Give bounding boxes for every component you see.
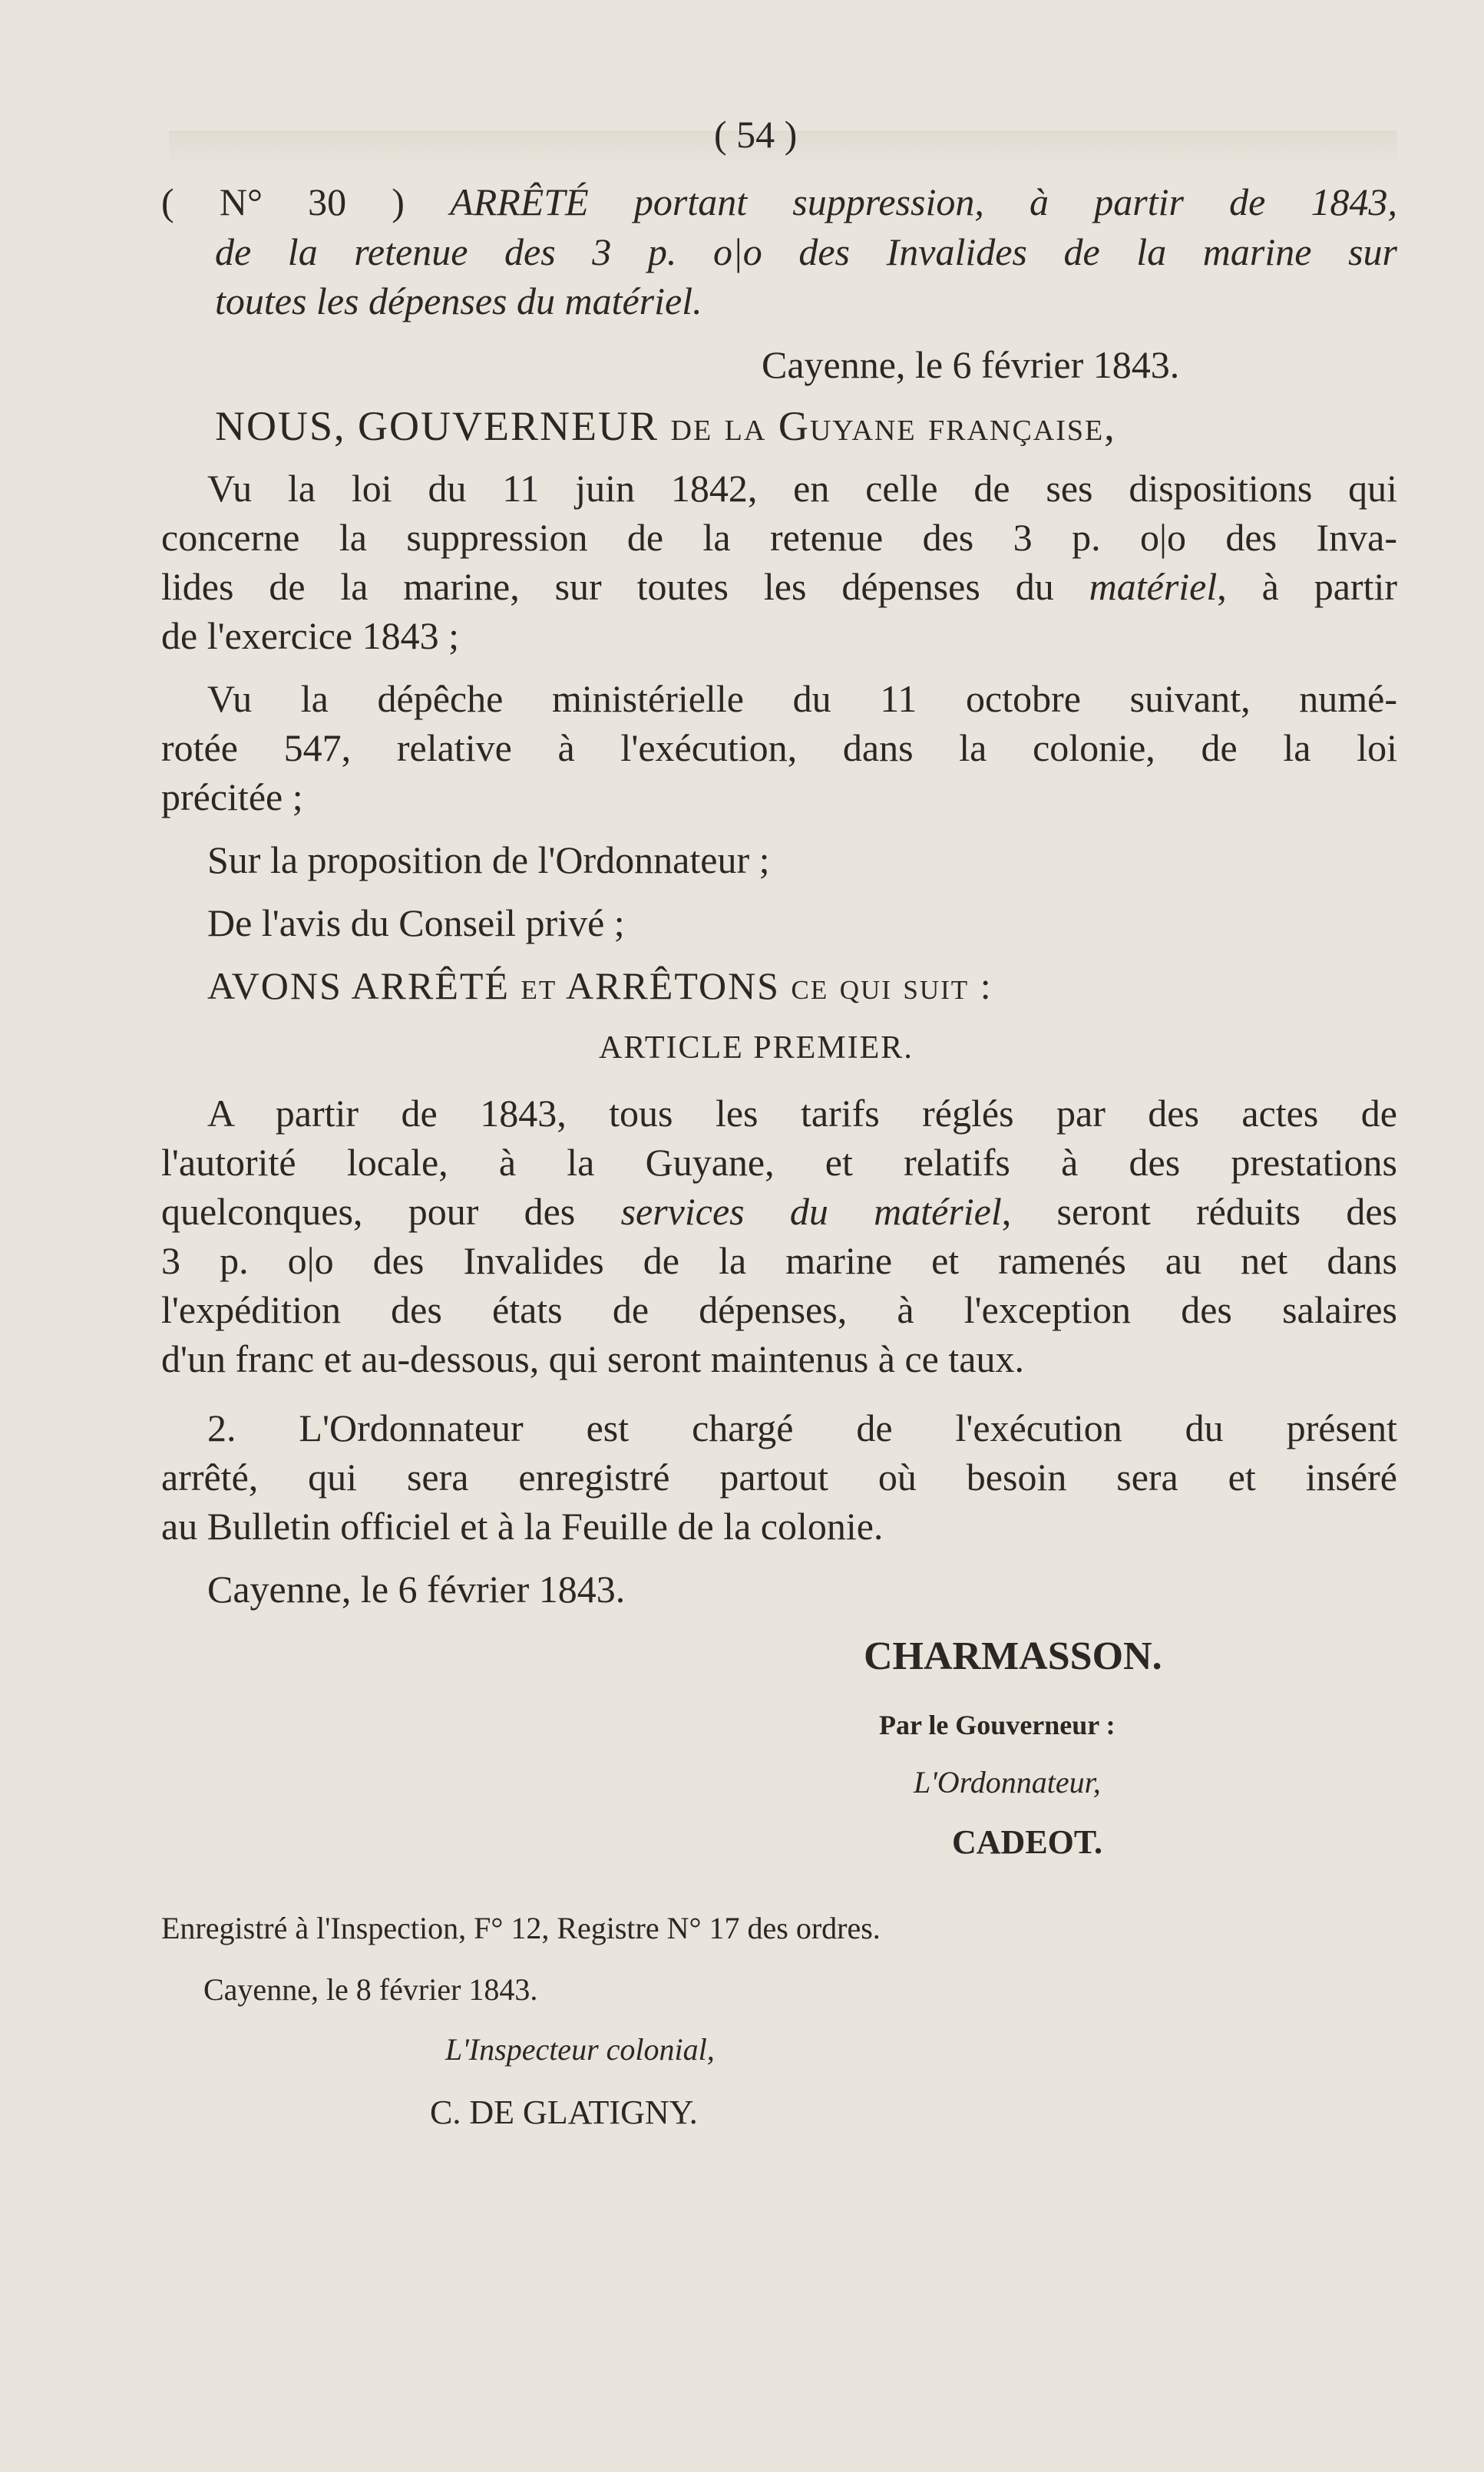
- article1-line-1: A partir de 1843, tous les tarifs réglés par des actes de: [207, 1092, 1397, 1135]
- title-line-3: toutes les dépenses du matériel.: [215, 279, 702, 322]
- signature-ordonnateur: CADEOT.: [952, 1823, 1102, 1861]
- article1-line-4: 3 p. o|o des Invalides de la marine et ramenés au net dans: [161, 1239, 1397, 1282]
- article2-line-3: au Bulletin officiel et à la Feuille de la colonie.: [161, 1505, 884, 1548]
- nous-gouverneur: NOUS, GOUVERNEUR de la Guyane française,: [215, 403, 1116, 449]
- article1-line-5: l'expédition des états de dépenses, à l'exception des salaires: [161, 1288, 1397, 1331]
- decree-number: ( N° 30 ): [161, 180, 405, 223]
- title-line-2: de la retenue des 3 p. o|o des Invalides de la marine sur: [215, 230, 1397, 273]
- materiel-italic: matériel: [1089, 565, 1218, 608]
- article1-line-2: l'autorité locale, à la Guyane, et relatifs à des prestations: [161, 1141, 1397, 1184]
- article2-line-1: 2. L'Ordonnateur est chargé de l'exécution du présent: [207, 1406, 1397, 1449]
- title-line-1: [161, 179, 1397, 225]
- vu-loi-line-1: Vu la loi du 11 juin 1842, en celle de ses dispositions qui: [207, 467, 1397, 510]
- vu-loi-line-3: lides de la marine, sur toutes les dépenses du matériel, à partir: [161, 565, 1398, 608]
- inspector-title: L'Inspecteur colonial,: [445, 2032, 715, 2067]
- article2-line-2: arrêté, qui sera enregistré partout où besoin sera et inséré: [161, 1456, 1397, 1499]
- dateline: Cayenne, le 6 février 1843.: [762, 343, 1180, 386]
- signature-inspector: C. DE GLATIGNY.: [430, 2094, 698, 2131]
- vu-depeche-line-2: rotée 547, relative à l'exécution, dans la colonie, de la loi: [161, 726, 1397, 769]
- de-l-avis: De l'avis du Conseil privé ;: [207, 901, 625, 944]
- avons-arrete: AVONS ARRÊTÉ et ARRÊTONS ce qui suit :: [207, 964, 993, 1007]
- article1-line-6: d'un franc et au-dessous, qui seront maintenus à ce taux.: [161, 1337, 1024, 1380]
- closing-date: Cayenne, le 6 février 1843.: [207, 1568, 626, 1611]
- sur-proposition: Sur la proposition de l'Ordonnateur ;: [207, 838, 770, 881]
- vu-depeche-line-3: précitée ;: [161, 775, 303, 818]
- vu-loi-line-4: de l'exercice 1843 ;: [161, 614, 459, 657]
- par-le-gouverneur: Par le Gouverneur :: [879, 1710, 1115, 1740]
- signature-governor: CHARMASSON.: [864, 1634, 1162, 1678]
- decree-type: ARRÊTÉ: [450, 180, 589, 223]
- page-number: ( 54 ): [714, 113, 798, 156]
- registration-line: Enregistré à l'Inspection, F° 12, Registre N° 17 des ordres.: [161, 1911, 881, 1945]
- title-line-1-rest: portant suppression, à partir de 1843,: [633, 180, 1397, 223]
- vu-loi-line-2: concerne la suppression de la retenue des 3 p. o|o des Inva-: [161, 516, 1397, 559]
- services-materiel-italic: services du matériel: [620, 1190, 1002, 1233]
- vu-depeche-line-1: Vu la dépêche ministérielle du 11 octobre suivant, numé-: [207, 677, 1397, 720]
- ordonnateur-title: L'Ordonnateur,: [914, 1765, 1101, 1799]
- article-premier-heading: ARTICLE PREMIER.: [599, 1030, 914, 1066]
- registration-date: Cayenne, le 8 février 1843.: [203, 1972, 538, 2007]
- article1-line-3: quelconques, pour des services du matériel, seront réduits des: [161, 1190, 1398, 1233]
